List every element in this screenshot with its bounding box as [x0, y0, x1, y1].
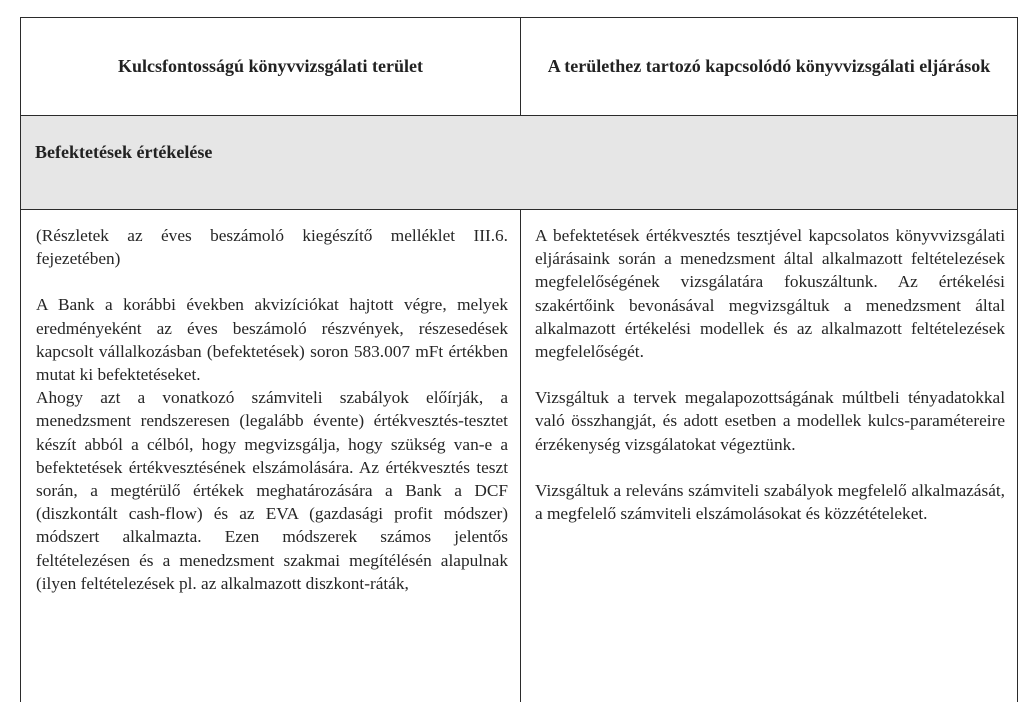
table-header-row	[21, 18, 1018, 116]
right-body-cell	[521, 210, 1018, 702]
right-paragraph: Vizsgáltuk a tervek megalapozottságának múltbeli tényadatokkal való összhangját, és adott esetben a modellek kulcs-paramétereire érzékenység vizsgálatokat végeztünk.	[535, 388, 1005, 454]
right-paragraph: A befektetések értékvesztés tesztjével kapcsolatos könyvvizsgálati eljárásaink során a menedzsment által alkalmazott feltételezések megfelelőségének vizsgálatára fokuszáltunk. Az értékelési szakértőink bevonásával megvizsgáltuk a menedzsment által alkalmazott értékelési modellek és az alkalmazott feltételezések megfelelőségét.	[535, 226, 1005, 362]
audit-matters-table	[20, 17, 1018, 702]
content-row	[21, 210, 1018, 702]
section-title: Befektetések értékelése	[35, 142, 213, 162]
right-paragraph: Vizsgáltuk a releváns számviteli szabályok megfelelő alkalmazását, a megfelelő számviteli elszámolásokat és közzétételeket.	[535, 480, 1005, 524]
header-cell-right	[521, 18, 1018, 116]
header-cell-left	[21, 18, 521, 116]
left-body-cell	[21, 210, 521, 702]
section-row	[21, 116, 1018, 210]
header-right-text: A területhez tartozó kapcsolódó könyvvizsgálati eljárások	[547, 56, 991, 76]
left-paragraph: (Részletek az éves beszámoló kiegészítő melléklet III.6. fejezetében)	[36, 226, 508, 269]
section-cell	[21, 116, 1018, 210]
left-paragraph: Ahogy azt a vonatkozó számviteli szabályok előírják, a menedzsment rendszeresen (legalább évente) értékvesztés-tesztet készít abból a célból, hogy megvizsgálja, hogy szükség van-e a befektetések értékvesztésének elszámolására. Az értékvesztés teszt során, a megtérülő értékek meghatározására a Bank a DCF (diszkontált cash-flow) és az EVA (gazdasági profit módszer) módszert alkalmazta. Ezen módszerek számos jelentős feltételezésen és a menedzsment szakmai megítélésén alapulnak (ilyen feltételezések pl. az alkalmazott diszkont-ráták,	[36, 388, 508, 593]
header-left-text: Kulcsfontosságú könyvvizsgálati terület	[117, 56, 423, 76]
left-paragraph: A Bank a korábbi években akvizíciókat hajtott végre, melyek eredményeként az éves beszámoló részvények, részesedések kapcsolt vállalkozásban (befektetések) soron 583.007 mFt értékben mutat ki befektetéseket.	[36, 295, 508, 385]
